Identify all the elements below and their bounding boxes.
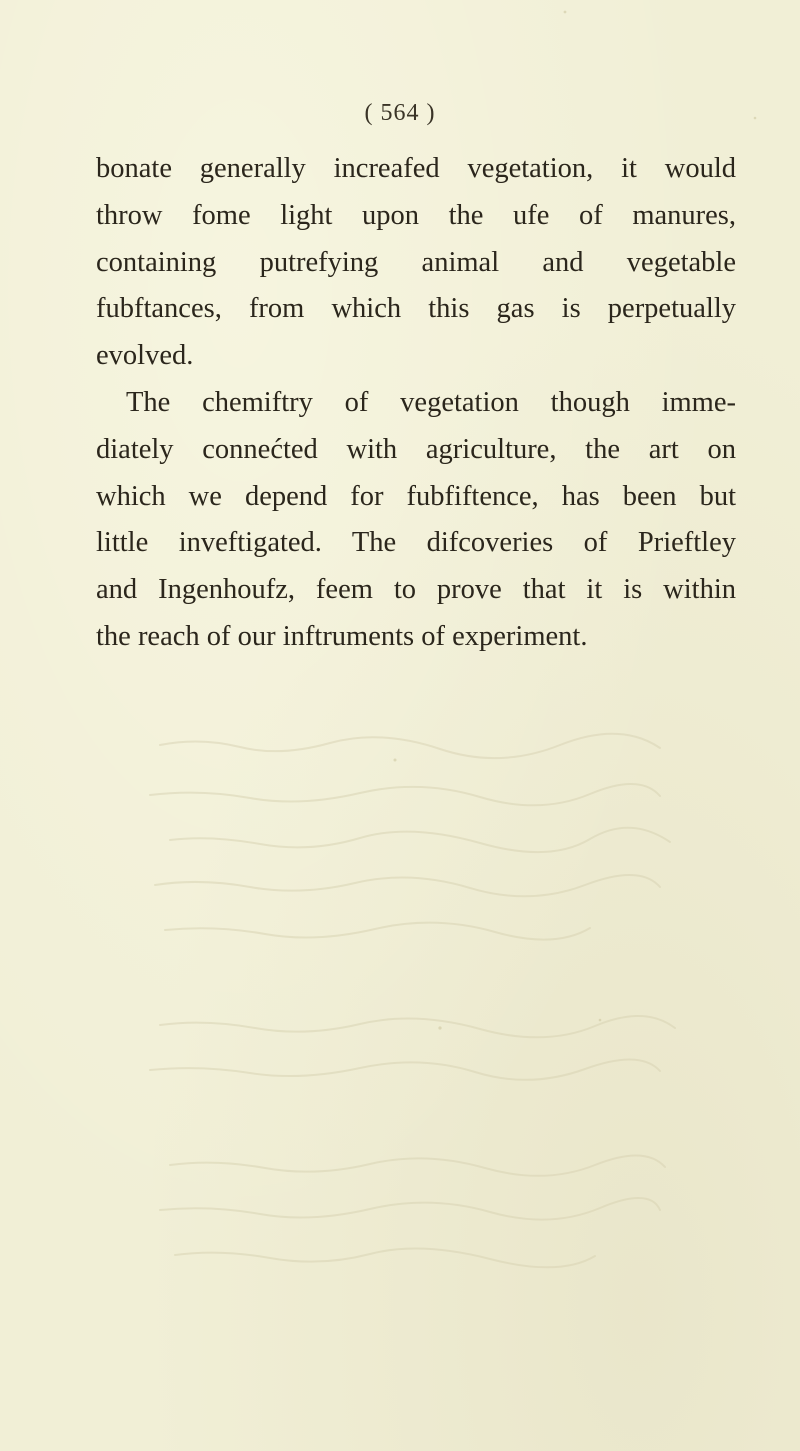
page-number: ( 564 ) [364,100,436,126]
text-line: evolved. [96,340,194,372]
text-line: the reach of our inftruments of experiment. [96,620,588,652]
text-line: The chemiftry of vegetation though imme- [126,386,736,418]
text-line: containing putrefying animal and vegetable [96,246,736,278]
text-line: fubftances, from which this gas is perpetually [96,293,736,325]
text-line: bonate generally increafed vegetation, it would [96,153,736,184]
text-line: little inveftigated. The difcoveries of Prieftley [96,527,736,559]
text-line: diately connećted with agriculture, the art on [96,433,736,465]
text-line: which we depend for fubfiftence, has been but [96,480,736,512]
body-text [96,146,736,661]
text-line: throw fome light upon the ufe of manures, [96,199,736,231]
text-line: and Ingenhoufz, feem to prove that it is within [96,574,736,606]
